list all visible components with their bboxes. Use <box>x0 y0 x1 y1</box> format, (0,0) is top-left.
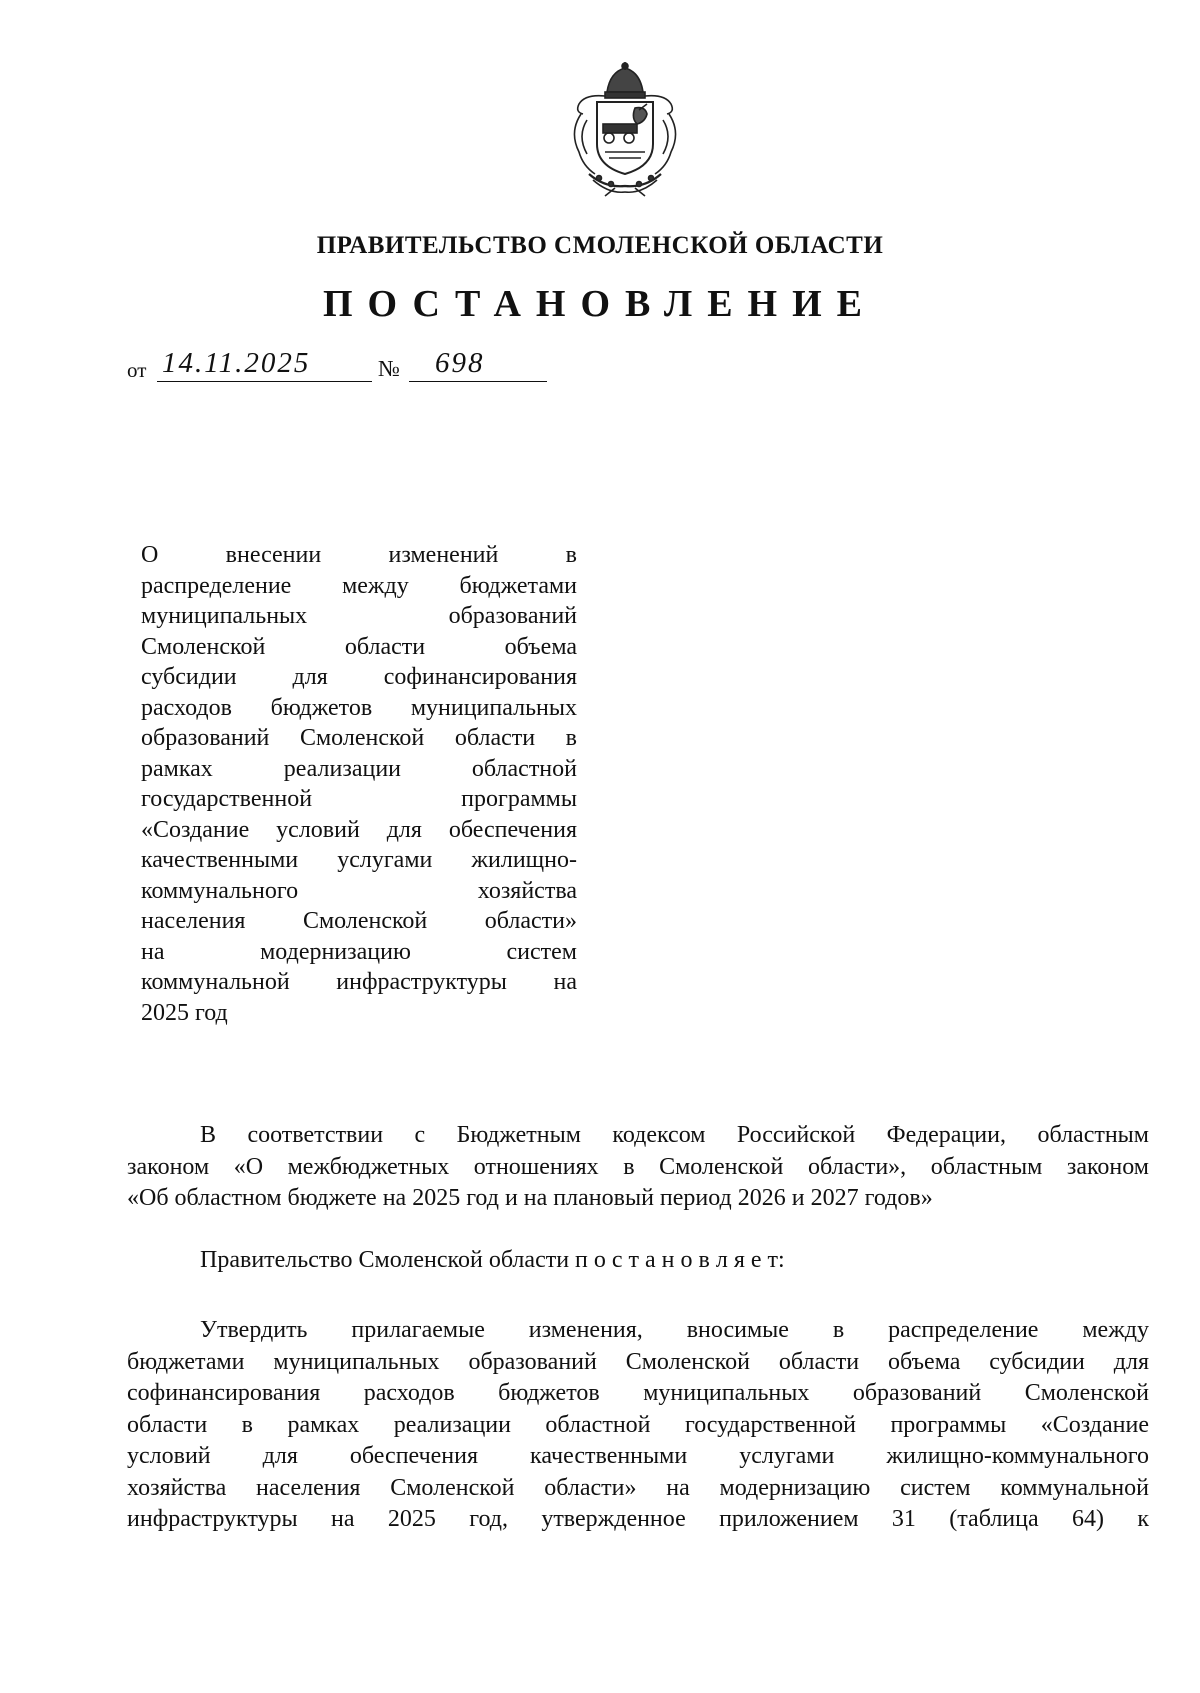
document-subject <box>141 540 577 1028</box>
number-underline <box>409 381 547 382</box>
resolves-subject: Правительство Смоленской области <box>200 1247 570 1273</box>
decree-line: софинансирования расходов бюджетов муниципальных образований Смоленской <box>127 1380 1149 1406</box>
subject-line: коммунальной инфраструктуры на <box>141 969 577 995</box>
subject-line: коммунального хозяйства <box>141 877 577 904</box>
preamble-line: В соответствии с Бюджетным кодексом Российской Федерации, областным <box>200 1122 1149 1148</box>
handwritten-date: 14.11.2025 <box>162 347 311 379</box>
preamble-paragraph <box>127 1120 1149 1215</box>
subject-line: рамках реализации областной <box>141 755 577 782</box>
subject-line: О внесении изменений в <box>141 542 577 568</box>
resolves-line <box>127 1245 1149 1277</box>
date-label: от <box>127 358 147 382</box>
decree-line: Утвердить прилагаемые изменения, вносимые в распределение между <box>200 1317 1149 1343</box>
decree-line: бюджетами муниципальных образований Смоленской области объема субсидии для <box>127 1348 1149 1375</box>
resolves-paragraph <box>127 1245 1149 1277</box>
subject-line: качественными услугами жилищно- <box>141 847 577 873</box>
subject-line: расходов бюджетов муниципальных <box>141 694 577 721</box>
date-underline <box>157 381 372 382</box>
subject-line: образований Смоленской области в <box>141 725 577 751</box>
decree-line: инфраструктуры на 2025 год, утвержденное приложением 31 (таблица 64) к <box>127 1506 1149 1532</box>
subject-line: субсидии для софинансирования <box>141 664 577 690</box>
decree-paragraph <box>127 1315 1149 1536</box>
subject-line: 2025 год <box>141 999 228 1026</box>
subject-line: Смоленской области объема <box>141 633 577 660</box>
number-label: № <box>378 356 400 381</box>
subject-line: распределение между бюджетами <box>141 572 577 599</box>
document-type-heading: ПОСТАНОВЛЕНИЕ <box>322 283 878 325</box>
subject-line: муниципальных образований <box>141 603 577 629</box>
subject-line: «Создание условий для обеспечения <box>141 816 577 843</box>
resolves-verb: п о с т а н о в л я е т: <box>575 1247 785 1273</box>
organization-title: ПРАВИТЕЛЬСТВО СМОЛЕНСКОЙ ОБЛАСТИ <box>316 232 884 259</box>
decree-line: условий для обеспечения качественными услугами жилищно-коммунального <box>127 1443 1149 1469</box>
registration-line <box>127 347 557 390</box>
subject-line: государственной программы <box>141 786 577 812</box>
smolensk-coat-of-arms-icon <box>565 62 685 197</box>
preamble-line: законом «О межбюджетных отношениях в Смоленской области», областным законом <box>127 1153 1149 1180</box>
subject-line: населения Смоленской области» <box>141 908 577 934</box>
decree-line: хозяйства населения Смоленской области» на модернизацию систем коммунальной <box>127 1474 1149 1501</box>
subject-line: на модернизацию систем <box>141 938 577 965</box>
handwritten-number: 698 <box>435 347 485 379</box>
decree-line: области в рамках реализации областной государственной программы «Создание <box>127 1411 1149 1438</box>
preamble-line: «Об областном бюджете на 2025 год и на плановый период 2026 и 2027 годов» <box>127 1185 933 1211</box>
